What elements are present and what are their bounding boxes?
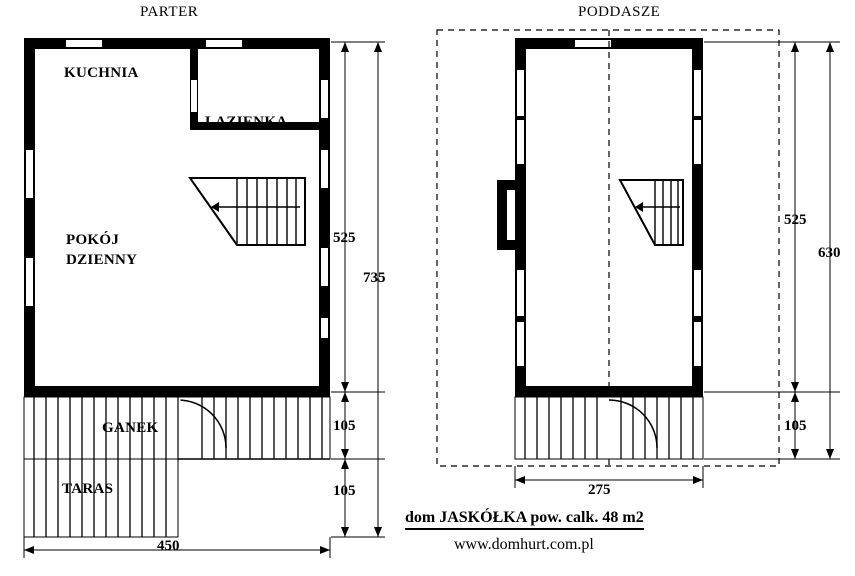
dimension-poddasze-105: 105 <box>784 418 807 434</box>
footer-website[interactable]: www.domhurt.com.pl <box>454 536 594 553</box>
room-label-lazienka: LAZIENKA <box>205 114 288 130</box>
dimension-parter-105-upper: 105 <box>333 418 356 434</box>
plan-title-poddasze: PODDASZE <box>578 4 661 20</box>
dimension-poddasze-275: 275 <box>588 482 611 498</box>
room-label-dzienny: DZIENNY <box>66 252 138 268</box>
dimension-parter-735: 735 <box>363 270 386 286</box>
footer-project-title: dom JASKÓŁKA pow. calk. 48 m2 <box>405 509 644 530</box>
dimension-parter-525: 525 <box>333 230 356 246</box>
room-label-taras: TARAS <box>62 481 114 497</box>
dimension-parter-450: 450 <box>157 538 180 554</box>
dimension-poddasze-525: 525 <box>784 212 807 228</box>
room-label-pokoj: POKÓJ <box>66 232 120 248</box>
room-label-kuchnia: KUCHNIA <box>64 65 139 81</box>
dimension-poddasze-630: 630 <box>818 245 841 261</box>
plan-title-parter: PARTER <box>140 4 199 20</box>
dimension-parter-105-lower: 105 <box>333 483 356 499</box>
room-label-ganek: GANEK <box>102 420 159 436</box>
